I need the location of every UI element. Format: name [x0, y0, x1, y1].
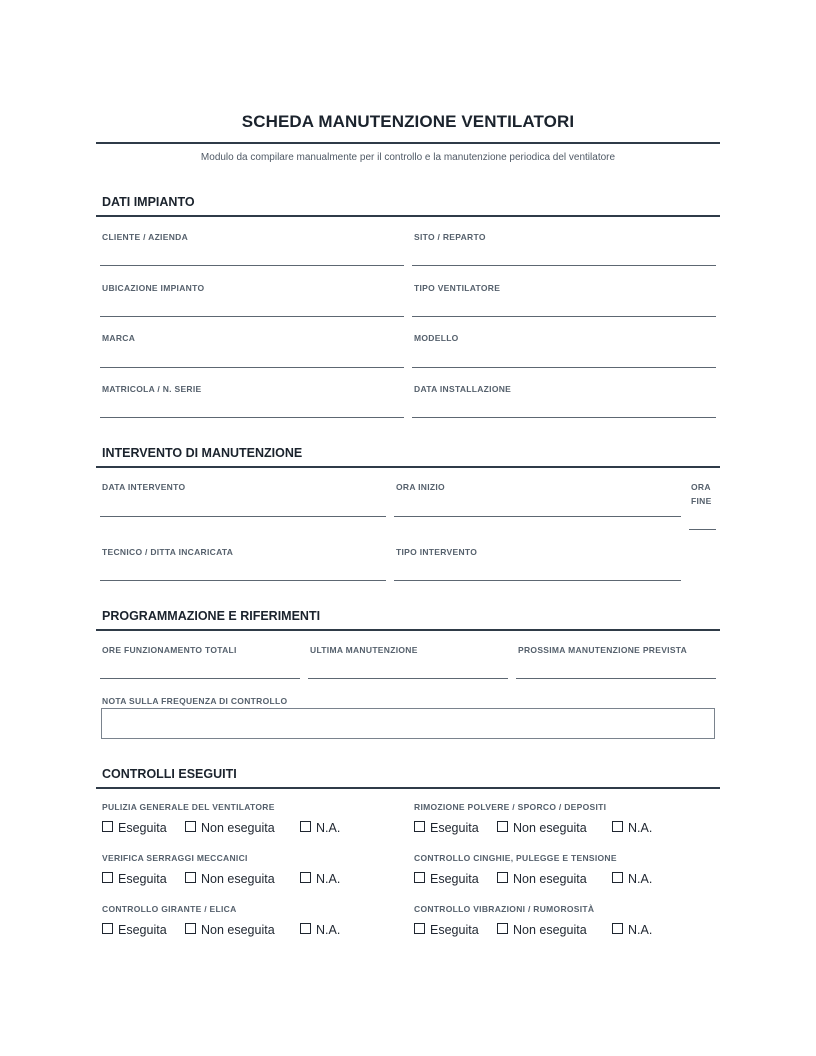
field-tipo-ventilatore[interactable] — [412, 281, 716, 317]
field-data-intervento[interactable] — [100, 480, 386, 517]
checkbox-icon[interactable] — [414, 872, 425, 883]
option-na[interactable]: N.A. — [612, 923, 652, 937]
field-modello[interactable] — [412, 331, 716, 367]
field-ubicazione-impianto[interactable] — [100, 281, 404, 317]
option-non-eseguita[interactable]: Non eseguita — [185, 821, 275, 835]
write-line — [100, 265, 404, 266]
write-line — [100, 580, 386, 581]
field-sito-reparto[interactable] — [412, 230, 716, 266]
write-line — [394, 516, 681, 517]
option-eseguita[interactable]: Eseguita — [102, 821, 167, 835]
checkbox-icon[interactable] — [612, 923, 623, 934]
checkbox-icon[interactable] — [414, 821, 425, 832]
option-non-eseguita[interactable]: Non eseguita — [497, 821, 587, 835]
write-line — [100, 417, 404, 418]
field-tipo-intervento[interactable] — [394, 545, 681, 581]
write-line — [689, 529, 716, 530]
checkbox-icon[interactable] — [300, 923, 311, 934]
section-heading: PROGRAMMAZIONE E RIFERIMENTI — [102, 609, 321, 623]
checkbox-icon[interactable] — [497, 821, 508, 832]
checkbox-icon[interactable] — [102, 872, 113, 883]
field-label: ORA FINE — [691, 482, 712, 506]
option-non-eseguita[interactable]: Non eseguita — [185, 923, 275, 937]
checkbox-icon[interactable] — [300, 872, 311, 883]
option-na[interactable]: N.A. — [612, 821, 652, 835]
field-label: SITO / REPARTO — [414, 232, 486, 242]
field-cliente-azienda[interactable] — [100, 230, 404, 266]
field-data-installazione[interactable] — [412, 382, 716, 418]
check-item-label: PULIZIA GENERALE DEL VENTILATORE — [102, 802, 275, 812]
field-ore-funzionamento[interactable] — [100, 643, 300, 679]
section-divider — [96, 215, 720, 217]
field-label: TECNICO / DITTA INCARICATA — [102, 547, 234, 557]
option-eseguita[interactable]: Eseguita — [414, 923, 479, 937]
check-item-label: CONTROLLO CINGHIE, PULEGGE E TENSIONE — [414, 853, 617, 863]
check-item-label: CONTROLLO GIRANTE / ELICA — [102, 904, 237, 914]
write-line — [412, 367, 716, 368]
write-line — [100, 516, 386, 517]
check-item-label: RIMOZIONE POLVERE / SPORCO / DEPOSITI — [414, 802, 607, 812]
page-title: SCHEDA MANUTENZIONE VENTILATORI — [241, 112, 575, 131]
field-label: PROSSIMA MANUTENZIONE PREVISTA — [518, 645, 688, 655]
write-line — [516, 678, 716, 679]
checkbox-icon[interactable] — [185, 821, 196, 832]
field-label: ORE FUNZIONAMENTO TOTALI — [102, 645, 237, 655]
field-label: NOTA SULLA FREQUENZA DI CONTROLLO — [102, 696, 288, 706]
checkbox-icon[interactable] — [300, 821, 311, 832]
checkbox-icon[interactable] — [185, 923, 196, 934]
field-label: ULTIMA MANUTENZIONE — [310, 645, 418, 655]
field-label: MATRICOLA / N. SERIE — [102, 384, 202, 394]
option-eseguita[interactable]: Eseguita — [102, 923, 167, 937]
checkbox-icon[interactable] — [612, 872, 623, 883]
option-na[interactable]: N.A. — [300, 923, 340, 937]
page-subtitle: Modulo da compilare manualmente per il controllo e la manutenzione periodica del ventilatore — [200, 152, 616, 163]
write-line — [412, 265, 716, 266]
section-divider — [96, 629, 720, 631]
write-line — [412, 316, 716, 317]
checkbox-icon[interactable] — [414, 923, 425, 934]
title-divider — [96, 142, 720, 144]
option-eseguita[interactable]: Eseguita — [102, 872, 167, 886]
check-item-label: CONTROLLO VIBRAZIONI / RUMOROSITÀ — [414, 904, 595, 914]
field-prossima-manutenzione[interactable] — [516, 643, 716, 679]
write-line — [100, 678, 300, 679]
write-line — [100, 316, 404, 317]
option-non-eseguita[interactable]: Non eseguita — [185, 872, 275, 886]
write-line — [394, 580, 681, 581]
note-label-row — [100, 694, 716, 708]
section-heading: INTERVENTO DI MANUTENZIONE — [102, 446, 303, 460]
field-ora-inizio[interactable] — [394, 480, 681, 517]
field-label: DATA INTERVENTO — [102, 482, 186, 492]
section-heading: DATI IMPIANTO — [102, 195, 195, 209]
field-label: MODELLO — [414, 333, 459, 343]
field-label: ORA INIZIO — [396, 482, 445, 492]
checkbox-icon[interactable] — [102, 923, 113, 934]
section-heading: CONTROLLI ESEGUITI — [102, 767, 237, 781]
option-eseguita[interactable]: Eseguita — [414, 821, 479, 835]
checkbox-icon[interactable] — [497, 923, 508, 934]
option-eseguita[interactable]: Eseguita — [414, 872, 479, 886]
write-line — [308, 678, 508, 679]
option-na[interactable]: N.A. — [612, 872, 652, 886]
write-line — [100, 367, 404, 368]
field-label: UBICAZIONE IMPIANTO — [102, 283, 205, 293]
section-divider — [96, 787, 720, 789]
field-marca[interactable] — [100, 331, 404, 367]
note-frequency-box[interactable] — [101, 708, 715, 739]
checkbox-icon[interactable] — [497, 872, 508, 883]
option-non-eseguita[interactable]: Non eseguita — [497, 923, 587, 937]
checkbox-icon[interactable] — [612, 821, 623, 832]
field-tecnico-ditta[interactable] — [100, 545, 386, 581]
write-line — [412, 417, 716, 418]
field-label: CLIENTE / AZIENDA — [102, 232, 189, 242]
field-label: TIPO INTERVENTO — [396, 547, 478, 557]
checkbox-icon[interactable] — [102, 821, 113, 832]
field-ora-fine[interactable] — [689, 480, 716, 530]
field-matricola[interactable] — [100, 382, 404, 418]
option-non-eseguita[interactable]: Non eseguita — [497, 872, 587, 886]
option-na[interactable]: N.A. — [300, 872, 340, 886]
field-label: TIPO VENTILATORE — [414, 283, 501, 293]
field-ultima-manutenzione[interactable] — [308, 643, 508, 679]
section-divider — [96, 466, 720, 468]
field-label: DATA INSTALLAZIONE — [414, 384, 512, 394]
field-label: MARCA — [102, 333, 136, 343]
option-na[interactable]: N.A. — [300, 821, 340, 835]
check-item-label: VERIFICA SERRAGGI MECCANICI — [102, 853, 248, 863]
checkbox-icon[interactable] — [185, 872, 196, 883]
